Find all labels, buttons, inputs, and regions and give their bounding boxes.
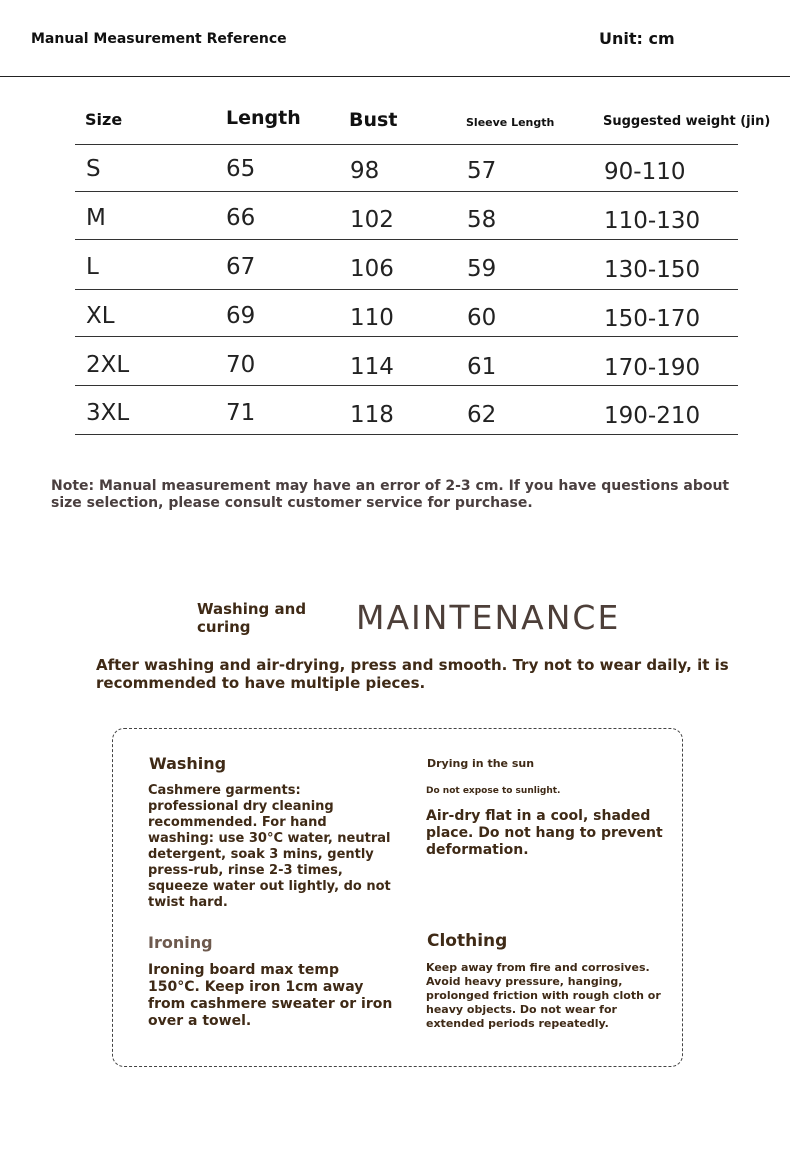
col-header-suggested-weight: Suggested weight (jin): [603, 114, 771, 129]
col-header-bust: Bust: [349, 109, 398, 131]
drying-subtitle: Do not expose to sunlight.: [426, 786, 561, 796]
cell-bust: 114: [350, 354, 394, 380]
cell-suggested-weight: 190-210: [604, 403, 701, 429]
cell-length: 65: [226, 156, 256, 182]
washing-body: Cashmere garments: professional dry cleaning recommended. For hand washing: use 30°C water, neutral detergent, soak 3 mins, gently press-rub, rinse 2-3 times, squeeze water out lightly, do not twist hard.: [148, 783, 391, 910]
cell-length: 70: [226, 352, 256, 378]
page-title: Manual Measurement Reference: [31, 31, 287, 47]
cell-sleeve-length: 57: [467, 158, 497, 184]
cell-suggested-weight: 110-130: [604, 208, 701, 234]
cell-size: M: [86, 205, 106, 231]
row-divider: [75, 239, 738, 240]
cell-suggested-weight: 150-170: [604, 306, 701, 332]
cell-length: 67: [226, 254, 256, 280]
maintenance-label: Washing and curing: [197, 600, 307, 636]
cell-bust: 110: [350, 305, 394, 331]
cell-suggested-weight: 170-190: [604, 355, 701, 381]
drying-body: Air-dry flat in a cool, shaded place. Do not hang to prevent deformation.: [426, 808, 663, 858]
ironing-body: Ironing board max temp 150°C. Keep iron 1cm away from cashmere sweater or iron over a towel.: [148, 962, 393, 1029]
clothing-body: Keep away from fire and corrosives. Avoid heavy pressure, hanging, prolonged friction with rough cloth or heavy objects. Do not wear for extended periods repeatedly.: [426, 961, 661, 1030]
cell-size: 2XL: [86, 352, 130, 378]
cell-length: 66: [226, 205, 256, 231]
cell-sleeve-length: 58: [467, 207, 497, 233]
cell-suggested-weight: 90-110: [604, 159, 686, 185]
ironing-title: Ironing: [148, 933, 213, 952]
cell-sleeve-length: 59: [467, 256, 497, 282]
cell-sleeve-length: 61: [467, 354, 497, 380]
clothing-title: Clothing: [427, 931, 508, 951]
cell-size: XL: [86, 303, 115, 329]
measurement-note: Note: Manual measurement may have an error of 2-3 cm. If you have questions about size selection, please consult customer service for purchase.: [51, 478, 730, 511]
washing-title: Washing: [149, 754, 227, 773]
row-divider: [75, 336, 738, 337]
cell-bust: 118: [350, 402, 394, 428]
maintenance-title: MAINTENANCE: [356, 598, 621, 637]
unit-label: Unit: cm: [599, 29, 675, 48]
cell-size: L: [86, 254, 99, 280]
table-bottom-divider: [75, 434, 738, 435]
col-header-sleeve-length: Sleeve Length: [466, 116, 555, 129]
row-divider: [75, 289, 738, 290]
cell-bust: 106: [350, 256, 394, 282]
cell-size: S: [86, 156, 101, 182]
cell-bust: 102: [350, 207, 394, 233]
cell-sleeve-length: 62: [467, 402, 497, 428]
cell-length: 71: [226, 400, 256, 426]
cell-sleeve-length: 60: [467, 305, 497, 331]
table-header-divider: [75, 144, 738, 145]
row-divider: [75, 191, 738, 192]
row-divider: [75, 385, 738, 386]
maintenance-description: After washing and air-drying, press and smooth. Try not to wear daily, it is recommended to have multiple pieces.: [96, 656, 729, 692]
col-header-size: Size: [85, 110, 123, 129]
cell-bust: 98: [350, 158, 380, 184]
cell-size: 3XL: [86, 400, 130, 426]
cell-suggested-weight: 130-150: [604, 257, 701, 283]
drying-title: Drying in the sun: [427, 757, 535, 770]
cell-length: 69: [226, 303, 256, 329]
header-divider: [0, 76, 790, 77]
col-header-length: Length: [226, 107, 301, 129]
